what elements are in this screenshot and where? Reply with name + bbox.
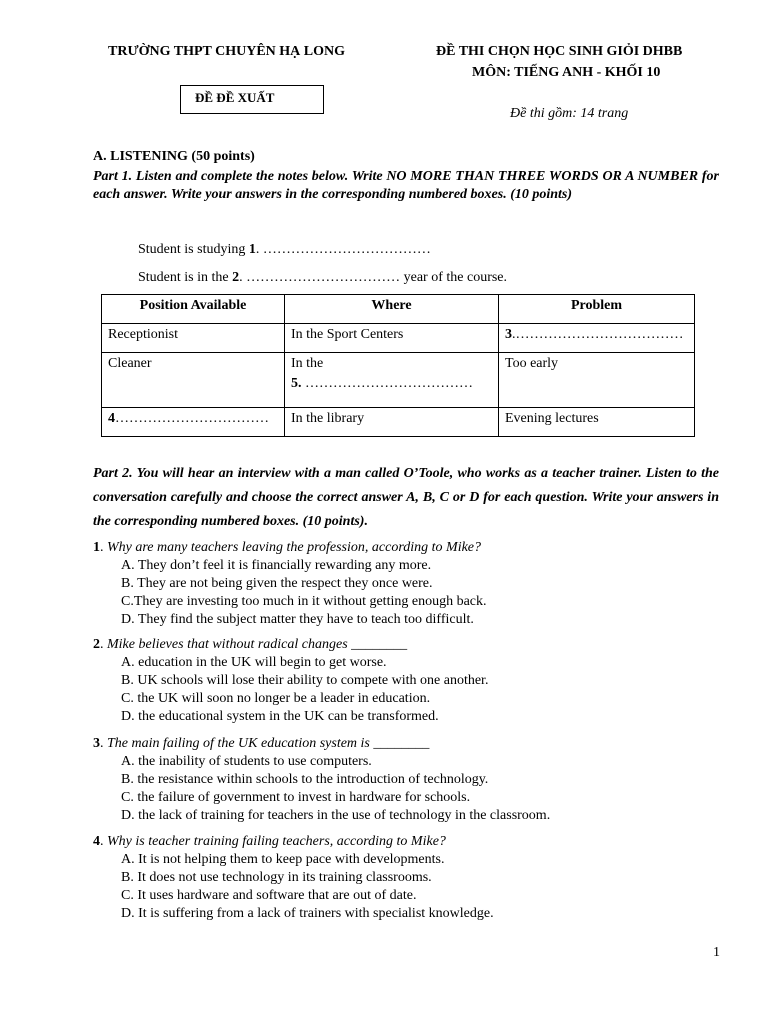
question-1: 1. Why are many teachers leaving the profession, according to Mike? [93, 540, 482, 555]
table-header-cell: Where [285, 295, 499, 324]
option-a: A. They don’t feel it is financially rewarding any more. [121, 558, 432, 573]
gap-blank-5: ……………………………… [301, 376, 473, 391]
question-3: 3. The main failing of the UK education system is ________ [93, 736, 430, 751]
gap-number-1: 1 [248, 242, 256, 257]
gap-blank-1: . ……………………………… [255, 242, 431, 257]
table-header-cell: Problem [499, 295, 695, 324]
option-d: D. They find the subject matter they have to teach too difficult. [121, 612, 474, 627]
table-cell: Receptionist [102, 324, 285, 353]
question-number: 2 [93, 637, 100, 652]
question-4: 4. Why is teacher training failing teachers, according to Mike? [93, 834, 446, 849]
question-text: Why is teacher training failing teachers, according to Mike? [107, 834, 446, 849]
notes-line-2 [138, 270, 507, 286]
page-count: Đề thi gồm: 14 trang [510, 106, 629, 121]
option-c: C.They are investing too much in it without getting enough back. [121, 594, 487, 609]
question-2: 2. Mike believes that without radical changes ________ [93, 637, 408, 652]
table-cell: Evening lectures [499, 408, 695, 437]
option-c: C. the failure of government to invest in hardware for schools. [121, 790, 471, 805]
gap-blank-3: .……………………………… [512, 327, 684, 342]
option-b: B. It does not use technology in its training classrooms. [121, 870, 432, 885]
school-name: TRƯỜNG THPT CHUYÊN HẠ LONG [108, 44, 345, 59]
gap-number-5: 5. [291, 376, 302, 391]
option-d: D. the lack of training for teachers in the use of technology in the classroom. [121, 808, 551, 823]
option-c: C. It uses hardware and software that are out of date. [121, 888, 417, 903]
notes-line-2-text: Student is in the [138, 270, 233, 285]
notes-line-1-text: Student is studying [138, 242, 249, 257]
table-cell [102, 408, 285, 437]
option-a: A. education in the UK will begin to get worse. [121, 655, 387, 670]
gap-number-2: 2 [232, 270, 240, 285]
subject-line: MÔN: TIẾNG ANH - KHỐI 10 [472, 65, 661, 80]
part2-instruction: Part 2. You will hear an interview with a man called O’Toole, who works as a teacher trainer. Listen to the conversation carefully and choose the correct answer A, B, C or D for each question. Write your answers in the corresponding numbered boxes. (10 points). [93, 466, 719, 529]
question-number: 3 [93, 736, 100, 751]
table-row [102, 324, 695, 353]
table-cell: Too early [499, 353, 695, 408]
option-b: B. the resistance within schools to the introduction of technology. [121, 772, 489, 787]
gap-blank-4: …………………………… [115, 411, 269, 426]
section-title: A. LISTENING (50 points) [93, 149, 255, 164]
table-cell [285, 353, 499, 408]
part1-instruction: Part 1. Listen and complete the notes below. Write NO MORE THAN THREE WORDS OR A NUMBER for each answer. Write your answers in the corresponding numbered boxes. (10 points) [93, 169, 719, 203]
gap-blank-2: . …………………………… year of the course. [239, 270, 508, 285]
gap-number-4: 4 [108, 411, 115, 426]
table-cell: In the library [285, 408, 499, 437]
answer-blank: ________ [373, 736, 430, 751]
question-text: Why are many teachers leaving the profession, according to Mike? [107, 540, 482, 555]
notes-table [101, 294, 695, 437]
gap-number-3: 3 [505, 327, 512, 342]
table-cell: In the Sport Centers [285, 324, 499, 353]
option-d: D. the educational system in the UK can be transformed. [121, 709, 439, 724]
cell-line: In the [291, 356, 324, 371]
notes-line-1 [138, 242, 431, 258]
option-a: A. It is not helping them to keep pace with developments. [121, 852, 445, 867]
table-row [102, 408, 695, 437]
option-a: A. the inability of students to use computers. [121, 754, 372, 769]
table-cell: Cleaner [102, 353, 285, 408]
answer-blank: ________ [351, 637, 408, 652]
table-header-row [102, 295, 695, 324]
question-number: 1 [93, 540, 100, 555]
question-text: The main failing of the UK education system is [107, 736, 374, 751]
proposal-box: ĐỀ ĐỀ XUẤT [180, 85, 324, 114]
option-b: B. They are not being given the respect they once were. [121, 576, 433, 591]
table-header-cell: Position Available [102, 295, 285, 324]
question-text: Mike believes that without radical changes [107, 637, 352, 652]
table-row [102, 353, 695, 408]
page-number: 1 [713, 945, 720, 960]
option-c: C. the UK will soon no longer be a leader in education. [121, 691, 431, 706]
option-d: D. It is suffering from a lack of trainers with specialist knowledge. [121, 906, 494, 921]
question-number: 4 [93, 834, 100, 849]
option-b: B. UK schools will lose their ability to compete with one another. [121, 673, 489, 688]
exam-title: ĐỀ THI CHỌN HỌC SINH GIỎI DHBB [436, 44, 683, 59]
table-cell [499, 324, 695, 353]
